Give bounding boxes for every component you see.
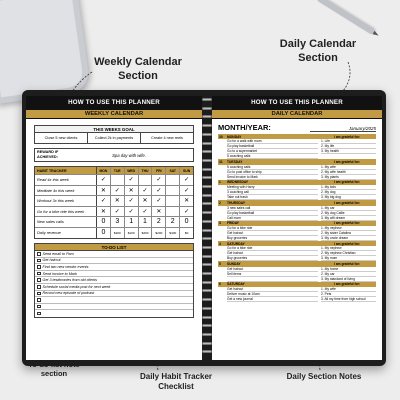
gratitude-item[interactable]: 3. My big dog <box>321 195 376 200</box>
weekly-calendar-band: WEEKLY CALENDAR <box>26 110 202 119</box>
day-note[interactable]: Buy groceries <box>227 256 318 261</box>
gratitude-item[interactable]: 3. My wifi dream <box>321 216 376 221</box>
habit-check[interactable] <box>139 175 153 185</box>
weekly-goal-row <box>34 132 194 144</box>
day-body <box>218 139 376 159</box>
day-note[interactable]: Get haircut <box>227 287 318 292</box>
spiral-ring <box>202 246 212 249</box>
day-body <box>218 287 376 302</box>
gratitude-item[interactable]: 1. Life <box>321 139 376 144</box>
day-section <box>218 221 376 241</box>
spiral-ring <box>202 307 212 310</box>
weekly-goal-title: THIS WEEKS GOAL <box>34 125 194 132</box>
habit-tracker-header <box>35 167 193 175</box>
weekly-page-header: HOW TO USE THIS PLANNER <box>26 96 202 110</box>
todo-list-title: TO-DO LIST <box>35 244 193 251</box>
spiral-ring <box>202 324 212 327</box>
todo-text: Send invoice to Mark <box>42 271 77 276</box>
habit-check[interactable]: ✕ <box>97 207 111 217</box>
spiral-ring <box>202 289 212 292</box>
todo-item[interactable] <box>35 251 193 258</box>
spiral-ring <box>202 124 212 127</box>
todo-item[interactable] <box>35 284 193 291</box>
day-gratitude <box>318 226 376 241</box>
day-note[interactable]: Buy groceries <box>227 236 318 241</box>
habit-check[interactable]: ✓ <box>97 196 111 206</box>
gratitude-item[interactable]: 1. My wife <box>321 165 376 170</box>
day-body <box>218 206 376 221</box>
spiral-ring <box>202 255 212 258</box>
spiral-ring <box>202 211 212 214</box>
day-number: 5 <box>219 262 221 267</box>
laptop-decoration <box>0 0 91 104</box>
grateful-label: I am grateful for: <box>333 160 360 165</box>
habit-check[interactable] <box>166 175 180 185</box>
habit-name: Daily revenue <box>35 228 97 239</box>
day-number: 4 <box>219 241 221 246</box>
day-note[interactable]: Go for a bike ride <box>227 246 318 251</box>
habit-day-label: THU <box>139 167 153 174</box>
spiral-ring <box>202 98 212 101</box>
day-name: SUNDAY <box>227 262 241 267</box>
day-note[interactable]: Meeting with Harry <box>227 185 318 190</box>
day-notes <box>218 206 318 221</box>
gratitude-item[interactable]: 2. My dog Callie <box>321 211 376 216</box>
month-year <box>218 123 376 132</box>
daily-page-header: HOW TO USE THIS PLANNER <box>212 96 382 110</box>
todo-text: Record new episode of podcast <box>42 291 95 296</box>
day-notes <box>218 165 318 180</box>
day-body <box>218 246 376 261</box>
gratitude-item[interactable]: 1. My home <box>321 267 376 272</box>
spiral-ring <box>202 333 212 336</box>
todo-checkbox[interactable] <box>37 252 41 256</box>
todo-checkbox[interactable] <box>37 285 41 289</box>
habit-day-label: FRI <box>152 167 166 174</box>
day-body <box>218 226 376 241</box>
day-note[interactable]: 5 coaching calls <box>227 165 318 170</box>
day-number: 3 <box>219 221 221 226</box>
todo-text: Get haircut <box>42 258 61 263</box>
todo-checkbox[interactable] <box>37 312 41 316</box>
grateful-label: I am grateful for: <box>333 262 360 267</box>
habit-check[interactable]: ✓ <box>139 186 153 196</box>
spiral-ring <box>202 185 212 188</box>
habit-day-label: TUE <box>111 167 125 174</box>
weekly-goal[interactable]: Create 4 new reels <box>151 136 183 140</box>
day-body <box>218 165 376 180</box>
callout-daily-notes: Daily Section Notes <box>286 372 362 381</box>
habit-count[interactable]: 2 <box>166 217 180 227</box>
habit-name: Read 4x this week <box>35 175 97 185</box>
todo-item[interactable] <box>35 291 193 298</box>
day-note[interactable]: Sell items <box>227 272 318 277</box>
habit-check[interactable] <box>166 207 180 217</box>
day-section <box>218 134 376 159</box>
habit-name: Go for a bike ride this week <box>35 207 97 217</box>
habit-tracker <box>34 166 194 239</box>
habit-count[interactable]: 3 <box>111 217 125 227</box>
day-note[interactable]: Go for a bike ride <box>227 226 318 231</box>
day-name: THURSDAY <box>227 200 246 205</box>
day-note[interactable] <box>227 277 318 282</box>
day-gratitude <box>318 185 376 200</box>
day-gratitude <box>318 267 376 282</box>
todo-text: Get 3 testimonies from old clients <box>42 278 98 283</box>
todo-item[interactable] <box>35 277 193 284</box>
gratitude-item[interactable]: 3. My mom <box>321 256 376 261</box>
spiral-ring <box>202 202 212 205</box>
spiral-ring <box>202 298 212 301</box>
pen-decoration <box>316 0 375 35</box>
spiral-ring <box>202 237 212 240</box>
day-gratitude <box>318 139 376 159</box>
laptop-screen <box>0 0 84 97</box>
day-gratitude <box>318 206 376 221</box>
day-notes <box>218 226 318 241</box>
habit-day-label: MON <box>97 167 111 174</box>
day-name: TUESDAY <box>227 160 243 165</box>
gratitude-item[interactable]: 2. My wife health <box>321 170 376 175</box>
day-note[interactable]: Go to a supermarket <box>227 149 318 154</box>
gratitude-item[interactable]: 2. My car <box>321 272 376 277</box>
day-note[interactable]: Get haircut <box>227 231 318 236</box>
habit-check[interactable]: ✓ <box>125 196 139 206</box>
day-section <box>218 261 376 281</box>
day-note[interactable]: 3 coaching call <box>227 190 318 195</box>
spiral-ring <box>202 168 212 171</box>
todo-list <box>34 243 194 318</box>
day-name: SATURDAY <box>227 241 245 246</box>
habit-check[interactable]: ✕ <box>184 198 190 205</box>
todo-item[interactable] <box>35 271 193 278</box>
habit-day-label: SAT <box>166 167 180 174</box>
day-body <box>218 185 376 200</box>
spiral-ring <box>202 263 212 266</box>
day-number: 1 <box>219 180 221 185</box>
gratitude-item[interactable]: 2. My life <box>321 144 376 149</box>
habit-name: New sales calls <box>35 217 97 227</box>
day-name: WEDNESDAY <box>227 180 249 185</box>
gratitude-item[interactable]: 1. My kids <box>321 185 376 190</box>
habit-check[interactable] <box>111 175 125 185</box>
day-body <box>218 267 376 282</box>
weekly-goal[interactable]: Close 5 new clients <box>35 133 88 143</box>
day-number: 6 <box>219 282 221 287</box>
todo-checkbox[interactable] <box>37 292 41 296</box>
todo-item[interactable] <box>35 304 193 311</box>
reward-text[interactable]: Spa day with wife. <box>112 152 146 158</box>
day-notes <box>218 287 318 302</box>
day-note[interactable]: Send invoice to Mark <box>227 175 318 180</box>
habit-check[interactable]: ✕ <box>125 186 139 196</box>
habit-check[interactable]: ✕ <box>139 196 153 206</box>
gratitude-item[interactable]: 3. My uncle dream <box>321 236 376 241</box>
spiral-ring <box>202 316 212 319</box>
habit-check[interactable]: ✓ <box>152 196 166 206</box>
habit-revenue[interactable]: $300 <box>139 228 153 239</box>
spiral-ring <box>202 142 212 145</box>
todo-item[interactable] <box>35 264 193 271</box>
todo-checkbox[interactable] <box>37 298 41 302</box>
habit-check[interactable]: ✓ <box>152 175 166 185</box>
day-section <box>218 200 376 220</box>
todo-text: Send email to Pam <box>42 251 74 256</box>
habit-row <box>35 217 193 228</box>
habit-revenue[interactable]: $200 <box>111 228 125 239</box>
habit-check[interactable]: ✓ <box>111 207 125 217</box>
habit-revenue[interactable]: $0 <box>184 230 189 235</box>
callout-daily-calendar: Daily Calendar Section <box>279 38 357 64</box>
habit-check[interactable]: ✕ <box>152 207 166 217</box>
day-section <box>218 180 376 200</box>
spiral-binding <box>202 98 212 358</box>
weekly-goal[interactable]: Collect 2k in payments <box>88 133 141 143</box>
day-notes <box>218 267 318 282</box>
day-note[interactable]: 5 coaching calls <box>227 154 318 159</box>
day-note[interactable]: Call mom <box>227 216 318 221</box>
grateful-label: I am grateful for: <box>333 221 360 226</box>
day-gratitude <box>318 287 376 302</box>
day-gratitude <box>318 165 376 180</box>
habit-check[interactable]: ✓ <box>184 208 190 215</box>
habit-day-label: WED <box>125 167 139 174</box>
habit-tracker-title: HABIT TRACKER <box>35 167 97 174</box>
day-note[interactable]: Deliver music at 10am <box>227 292 318 297</box>
day-note[interactable]: Take out trash <box>227 195 318 200</box>
habit-check[interactable]: ✓ <box>139 207 153 217</box>
grateful-label: I am grateful for: <box>333 180 360 185</box>
spiral-ring <box>202 176 212 179</box>
day-note[interactable]: Go play basketball <box>227 144 318 149</box>
callout-weekly-calendar: Weekly Calendar Section <box>94 56 182 82</box>
day-note[interactable]: Get a new journal <box>227 297 318 302</box>
day-section <box>218 241 376 261</box>
habit-row <box>35 228 193 239</box>
gratitude-item[interactable]: 3. My health <box>321 149 376 154</box>
habit-check[interactable]: ✓ <box>152 186 166 196</box>
habit-row <box>35 207 193 218</box>
gratitude-item[interactable]: 1. My wife <box>321 287 376 292</box>
daily-calendar-band: DAILY CALENDAR <box>212 110 382 119</box>
habit-check[interactable]: ✕ <box>97 186 111 196</box>
gratitude-item[interactable]: 1. My nephew <box>321 246 376 251</box>
day-notes <box>218 246 318 261</box>
habit-revenue[interactable]: 0 <box>97 228 111 239</box>
spiral-ring <box>202 150 212 153</box>
todo-item[interactable] <box>35 310 193 317</box>
day-section <box>218 282 376 302</box>
habit-check[interactable]: ✓ <box>125 207 139 217</box>
day-note[interactable]: 3 new sales call <box>227 206 318 211</box>
habit-count[interactable]: 1 <box>139 217 153 227</box>
habit-check[interactable]: ✓ <box>184 177 190 184</box>
day-number: 31 <box>219 160 223 165</box>
habit-count[interactable]: 1 <box>125 217 139 227</box>
gratitude-item[interactable]: 2. My dog <box>321 190 376 195</box>
day-notes <box>218 139 318 159</box>
spiral-ring <box>202 281 212 284</box>
todo-text: Schedule social media post for next week <box>42 284 111 289</box>
habit-row <box>35 186 193 197</box>
todo-item[interactable] <box>35 258 193 265</box>
habit-check[interactable] <box>166 186 180 196</box>
pen-tip <box>373 31 380 38</box>
spiral-ring <box>202 115 212 118</box>
todo-text: Find two new vendor events <box>42 264 89 269</box>
gratitude-item[interactable]: 2. Pets <box>321 292 376 297</box>
day-name: MONDAY <box>227 134 242 139</box>
habit-name: Meditate 4x this week <box>35 186 97 196</box>
day-note[interactable]: Get haircut <box>227 267 318 272</box>
day-note[interactable]: Go to post office to ship <box>227 170 318 175</box>
habit-revenue[interactable]: $100 <box>125 228 139 239</box>
habit-count[interactable]: 0 <box>97 217 111 227</box>
todo-checkbox[interactable] <box>37 305 41 309</box>
habit-revenue[interactable]: $400 <box>166 228 180 239</box>
day-number: 30 <box>219 134 223 139</box>
todo-item[interactable] <box>35 297 193 304</box>
reward-section <box>34 148 194 162</box>
habit-check[interactable]: ✓ <box>184 187 190 194</box>
gratitude-item[interactable]: 3. My plants <box>321 175 376 180</box>
habit-revenue[interactable]: $200 <box>152 228 166 239</box>
gratitude-item[interactable]: 3. My standard of living <box>321 277 376 282</box>
day-note[interactable]: Go for a walk with mom <box>227 139 318 144</box>
day-gratitude <box>318 246 376 261</box>
day-name: SATURDAY <box>227 282 245 287</box>
grateful-label: I am grateful for: <box>333 200 360 205</box>
day-note[interactable]: Get haircut <box>227 251 318 256</box>
month-year-label: MONTH/YEAR: <box>218 123 271 132</box>
gratitude-item[interactable]: 2. My sister Catalina <box>321 231 376 236</box>
day-name: FRIDAY <box>227 221 239 226</box>
reward-label: REWARD IF ACHIEVED: <box>37 150 59 159</box>
spiral-ring <box>202 350 212 353</box>
spiral-ring <box>202 220 212 223</box>
habit-day-label: SUN <box>183 168 191 173</box>
month-year-value[interactable]: January/2025 <box>310 126 376 132</box>
todo-checkbox[interactable] <box>37 278 41 282</box>
planner <box>22 90 386 366</box>
spiral-ring <box>202 107 212 110</box>
habit-check[interactable]: ✓ <box>125 175 139 185</box>
callout-habit-tracker: Daily Habit Tracker Checklist <box>139 372 213 391</box>
grateful-label: I am grateful for: <box>333 282 360 287</box>
grateful-label: I am grateful for: <box>333 241 360 246</box>
grateful-label: I am grateful for: <box>333 134 360 139</box>
day-notes <box>218 185 318 200</box>
habit-check[interactable]: ✓ <box>111 186 125 196</box>
todo-checkbox[interactable] <box>37 272 41 276</box>
gratitude-item[interactable]: 2. My nephew Christian <box>321 251 376 256</box>
spiral-ring <box>202 272 212 275</box>
spiral-ring <box>202 342 212 345</box>
day-note[interactable]: Go play basketball <box>227 211 318 216</box>
daily-days <box>212 134 382 302</box>
habit-check[interactable]: ✓ <box>97 175 111 185</box>
habit-count[interactable]: 2 <box>152 217 166 227</box>
day-section <box>218 159 376 179</box>
callout-todo: section <box>40 369 68 379</box>
habit-check[interactable] <box>166 196 180 206</box>
spiral-ring <box>202 194 212 197</box>
habit-row <box>35 175 193 186</box>
spiral-ring <box>202 159 212 162</box>
gratitude-item[interactable]: 3. All my time from high school <box>321 297 376 302</box>
habit-check[interactable]: ✕ <box>111 196 125 206</box>
gratitude-item[interactable]: 1. My nephew <box>321 226 376 231</box>
day-number: 2 <box>219 200 221 205</box>
todo-checkbox[interactable] <box>37 259 41 263</box>
habit-count[interactable]: 0 <box>184 218 189 226</box>
weekly-page <box>26 96 202 360</box>
habit-row <box>35 196 193 207</box>
todo-checkbox[interactable] <box>37 265 41 269</box>
daily-page <box>212 96 382 360</box>
habit-name: Workout 3x this week <box>35 196 97 206</box>
spiral-ring <box>202 229 212 232</box>
spiral-ring <box>202 133 212 136</box>
gratitude-item[interactable]: 1. My car <box>321 206 376 211</box>
